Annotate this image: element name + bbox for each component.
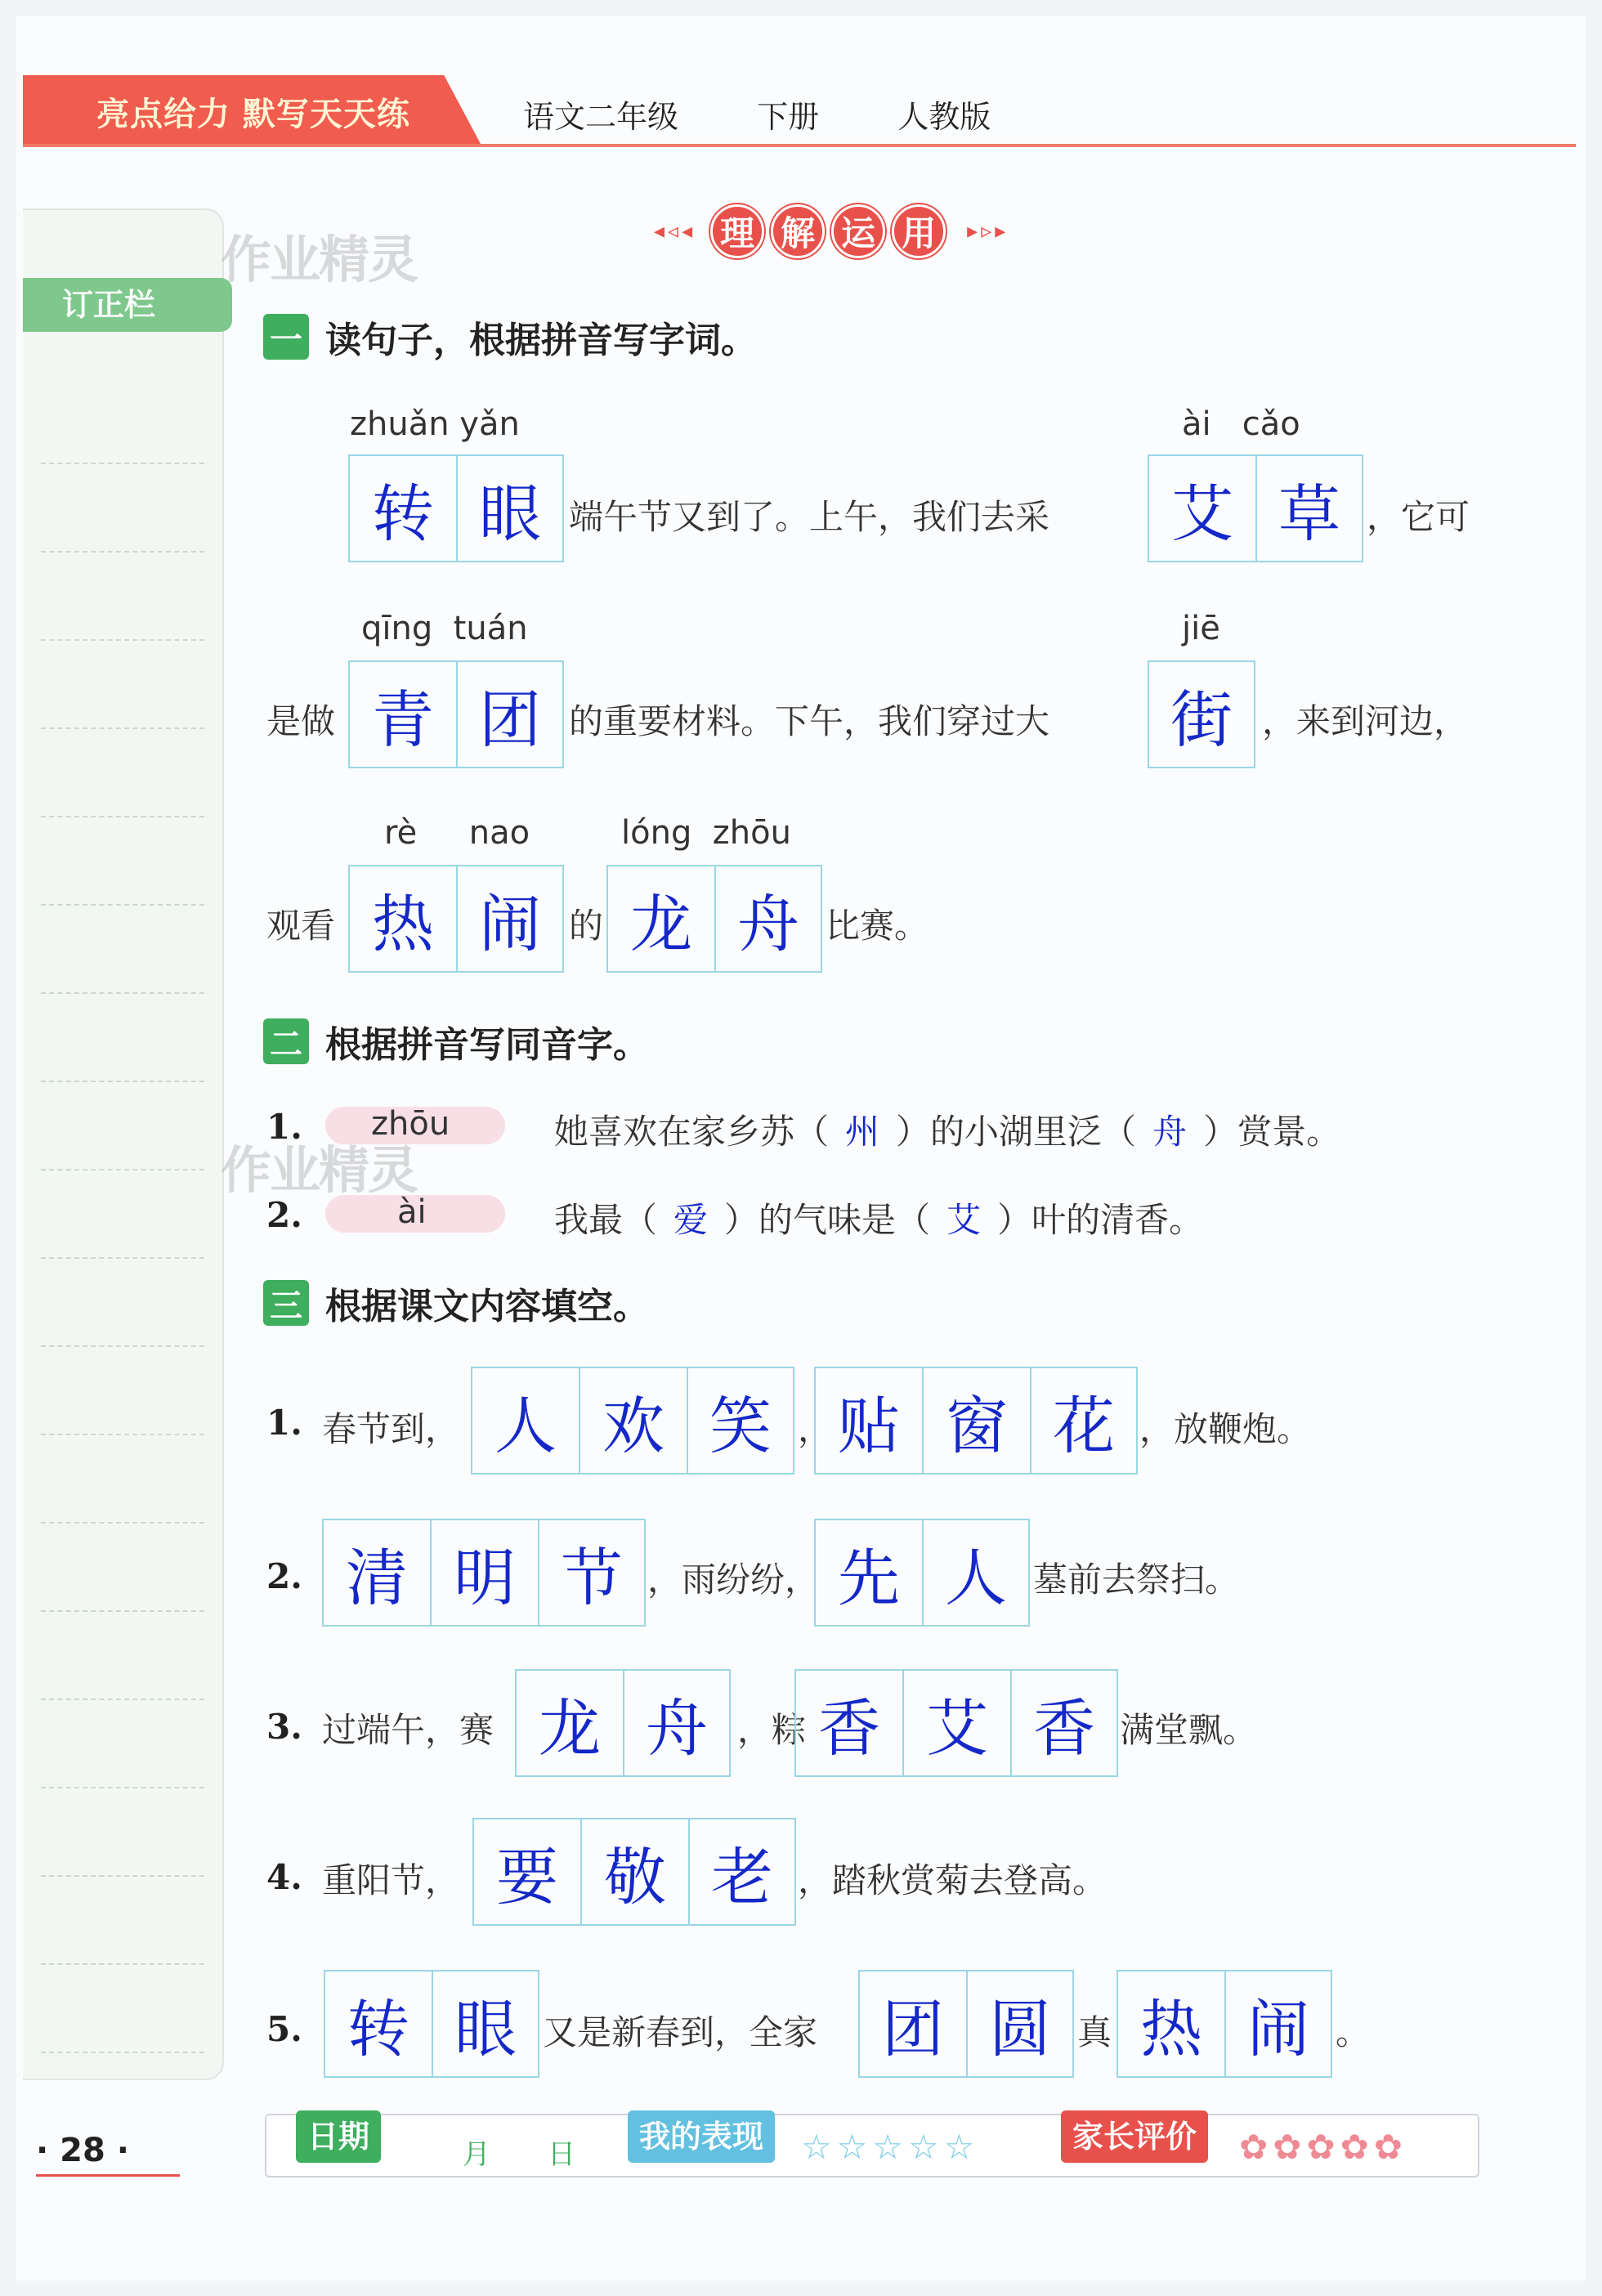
answer-boxes — [1148, 660, 1255, 768]
sentence-text: 满堂飘。 — [1120, 1710, 1258, 1750]
answer-char: 窗 — [922, 1367, 1030, 1475]
sentence-text — [554, 1105, 1340, 1154]
answer-char: 贴 — [814, 1367, 922, 1475]
sentence-text — [554, 1193, 1203, 1242]
answer-char: 敬 — [580, 1818, 688, 1926]
day-label: 日 — [548, 2138, 575, 2171]
answer-char: 州 — [845, 1112, 880, 1152]
edition-label: 人教版 — [897, 99, 991, 135]
answer-char: 热 — [1116, 1970, 1224, 2078]
section-3-heading — [263, 1277, 649, 1329]
correction-tab: 订正栏 — [23, 278, 232, 332]
answer-char: 青 — [348, 660, 456, 768]
banner-char: 解 — [771, 204, 825, 258]
pinyin: zhōu — [371, 1105, 450, 1143]
answer-char: 爱 — [673, 1200, 709, 1240]
banner-char: 运 — [831, 204, 885, 258]
answer-boxes — [814, 1519, 1030, 1627]
sentence-text: 比赛。 — [826, 906, 929, 946]
banner-char: 理 — [710, 204, 764, 258]
answer-char: 人 — [922, 1519, 1030, 1627]
answer-boxes — [348, 660, 564, 768]
pinyin: jiē — [1182, 610, 1220, 647]
banner-left-arrows: ◂◃◂ — [654, 219, 696, 244]
section-title: 读句子，根据拼音写字词。 — [325, 320, 757, 361]
sentence-text: 的 — [569, 906, 604, 946]
performance-stars[interactable]: ☆☆☆☆☆ — [801, 2127, 980, 2167]
banner-char: 用 — [892, 204, 946, 258]
sentence-text: ，它可 — [1367, 497, 1470, 537]
answer-char: 转 — [348, 454, 456, 562]
answer-char: 艾 — [946, 1200, 982, 1240]
sentence-text: 的重要材料。下午，我们穿过大 — [569, 701, 1050, 741]
sentence-text: 。 — [1336, 2012, 1371, 2052]
answer-char: 香 — [794, 1669, 902, 1777]
answer-char: 眼 — [432, 1970, 539, 2078]
sentence-text: 重阳节， — [322, 1860, 460, 1900]
date-tag: 日期 — [296, 2110, 381, 2163]
text-part: ）的小湖里泛（ — [896, 1112, 1137, 1152]
sentence-text: 真 — [1077, 2012, 1112, 2052]
volume-label: 下册 — [757, 99, 820, 135]
month-label: 月 — [463, 2138, 490, 2171]
answer-char: 艾 — [1148, 454, 1255, 562]
answer-char: 笑 — [687, 1367, 794, 1475]
text-part: ）叶的清香。 — [997, 1200, 1204, 1240]
question-number: 2. — [266, 1556, 302, 1596]
sentence-text: 观看 — [266, 906, 336, 946]
sentence-text: ，踏秋赏菊去登高。 — [798, 1860, 1108, 1900]
answer-char: 节 — [538, 1519, 646, 1627]
answer-char: 要 — [472, 1818, 580, 1926]
answer-char: 舟 — [714, 865, 822, 973]
section-number: 三 — [263, 1280, 309, 1326]
question-number: 2. — [266, 1195, 302, 1235]
sentence-text: 又是新春到，全家 — [543, 2012, 818, 2052]
page-number-underline — [36, 2174, 180, 2177]
text-part: 我最（ — [554, 1200, 658, 1240]
answer-char: 艾 — [902, 1669, 1010, 1777]
sentence-text: ，来到河边， — [1262, 701, 1469, 741]
answer-boxes — [322, 1519, 646, 1627]
question-number: 3. — [266, 1707, 302, 1747]
sentence-text: 墓前去祭扫。 — [1033, 1560, 1240, 1600]
section-1-heading — [263, 311, 757, 363]
evaluation-bar — [265, 2114, 1479, 2177]
answer-boxes — [348, 454, 564, 562]
parent-review-flowers[interactable]: ✿✿✿✿✿ — [1239, 2127, 1407, 2167]
sentence-text: 春节到， — [322, 1409, 460, 1449]
answer-char: 团 — [456, 660, 564, 768]
answer-boxes — [814, 1367, 1138, 1475]
question-number: 5. — [266, 2009, 302, 2049]
answer-boxes — [858, 1970, 1074, 2078]
answer-char: 街 — [1148, 660, 1255, 768]
section-title: 根据课文内容填空。 — [325, 1286, 649, 1327]
performance-tag: 我的表现 — [628, 2110, 775, 2163]
answer-boxes — [1116, 1970, 1332, 2078]
pinyin: rè nao — [384, 814, 530, 852]
watermark: 作业精灵 — [221, 1140, 418, 1200]
sentence-text: 是做 — [266, 701, 336, 741]
answer-boxes — [348, 865, 564, 973]
sentence-text: ，放鞭炮。 — [1139, 1409, 1312, 1449]
answer-char: 热 — [348, 865, 456, 973]
answer-boxes — [472, 1818, 796, 1926]
answer-boxes — [324, 1970, 539, 2078]
banner-right-arrows: ▸▹▸ — [967, 219, 1009, 244]
subject-label: 语文二年级 — [523, 99, 679, 135]
text-part: ）赏景。 — [1203, 1112, 1341, 1152]
pinyin: ài — [397, 1193, 427, 1231]
answer-boxes — [471, 1367, 794, 1475]
answer-char: 圆 — [966, 1970, 1074, 2078]
sentence-text: ，雨纷纷， — [647, 1560, 820, 1600]
answer-char: 龙 — [515, 1669, 623, 1777]
pinyin: lóng zhōu — [621, 814, 791, 852]
sentence-text: ，粽 — [737, 1710, 807, 1750]
answer-char: 转 — [324, 1970, 432, 2078]
answer-char: 眼 — [456, 454, 564, 562]
answer-boxes — [515, 1669, 731, 1777]
sentence-text: ， — [798, 1409, 833, 1449]
section-number: 二 — [263, 1018, 309, 1064]
answer-char: 明 — [430, 1519, 538, 1627]
answer-char: 欢 — [579, 1367, 687, 1475]
section-title: 根据拼音写同音字。 — [325, 1024, 649, 1066]
answer-char: 草 — [1255, 454, 1363, 562]
sentence-text: 端午节又到了。上午，我们去采 — [569, 497, 1050, 537]
question-number: 1. — [266, 1403, 302, 1443]
answer-char: 闹 — [456, 865, 564, 973]
book-info — [523, 92, 1027, 137]
page-number: · 28 · — [36, 2132, 129, 2169]
answer-char: 龙 — [606, 865, 714, 973]
series-title: 亮点给力 默写天天练 — [96, 96, 410, 133]
answer-boxes — [794, 1669, 1118, 1777]
answer-boxes — [1148, 454, 1363, 562]
answer-char: 先 — [814, 1519, 922, 1627]
answer-boxes — [606, 865, 822, 973]
answer-char: 老 — [688, 1818, 796, 1926]
text-part: ）的气味是（ — [724, 1200, 931, 1240]
header-divider — [23, 144, 1576, 147]
answer-char: 闹 — [1224, 1970, 1332, 2078]
pinyin: ài cǎo — [1182, 405, 1300, 443]
sentence-text: 过端午，赛 — [322, 1710, 494, 1750]
answer-char: 清 — [322, 1519, 430, 1627]
question-number: 1. — [266, 1107, 302, 1147]
sidebar-ruled-lines — [41, 376, 204, 2053]
pinyin: qīng tuán — [361, 610, 528, 647]
answer-char: 花 — [1030, 1367, 1138, 1475]
answer-char: 舟 — [623, 1669, 731, 1777]
section-number: 一 — [263, 314, 309, 360]
text-part: 她喜欢在家乡苏（ — [554, 1112, 830, 1152]
answer-char: 人 — [471, 1367, 579, 1475]
section-2-heading — [263, 1015, 649, 1067]
answer-char: 香 — [1010, 1669, 1118, 1777]
answer-char: 团 — [858, 1970, 966, 2078]
answer-char: 舟 — [1152, 1112, 1188, 1152]
section-banner — [654, 204, 1009, 258]
watermark: 作业精灵 — [221, 230, 418, 289]
parent-review-tag: 家长评价 — [1061, 2110, 1208, 2163]
question-number: 4. — [266, 1857, 302, 1897]
pinyin: zhuǎn yǎn — [350, 405, 520, 443]
